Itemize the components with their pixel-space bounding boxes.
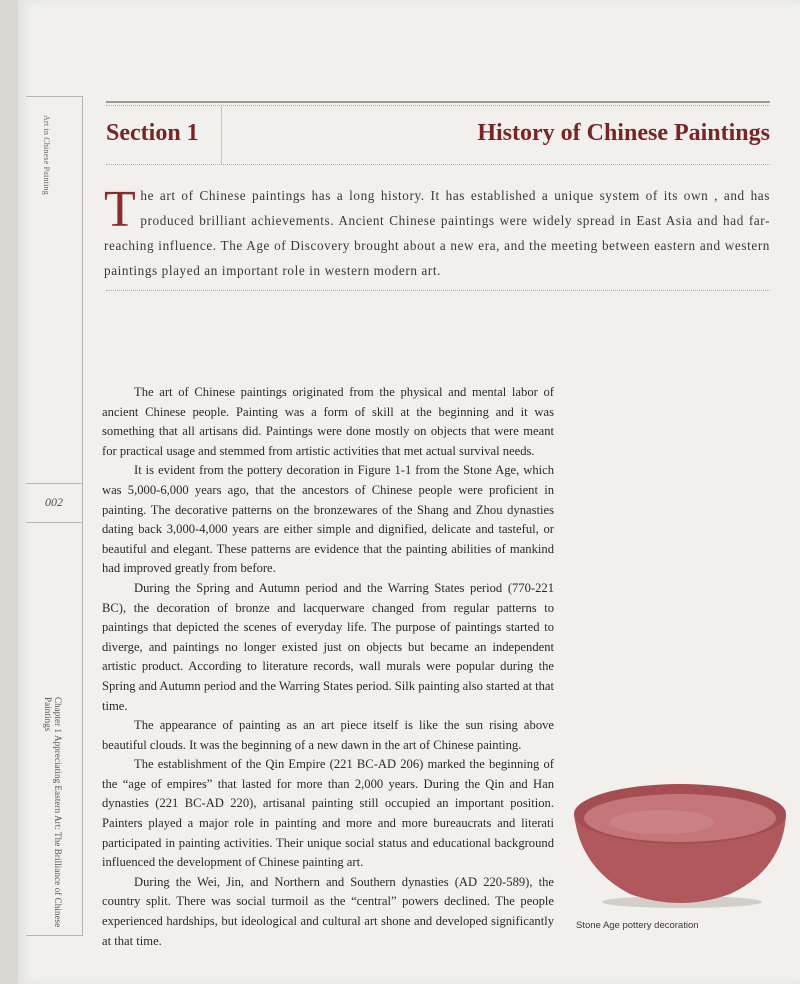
book-title-running-head: Art in Chinese Painting: [42, 115, 51, 195]
figure-caption: Stone Age pottery decoration: [576, 920, 699, 931]
section-title: History of Chinese Paintings: [477, 120, 770, 146]
page-number: 002: [45, 495, 63, 509]
rail-divider: [26, 522, 82, 523]
body-paragraph: The art of Chinese paintings originated from the physical and mental labor of ancient Chinese people. Painting was a form of skill at the beginning and it was something that all artisans did. Paintings were done mostly on objects that were meant for practical usage and stemmed from artistic activities that met actual survival needs.: [102, 385, 554, 458]
body-text: [102, 383, 554, 951]
body-paragraph: The establishment of the Qin Empire (221 BC-AD 206) marked the beginning of the “age of empires” that lasted for more than 2,000 years. During the Qin and Han dynasties (221 BC-AD 220), artisanal painting still occupied an important position. Painters played a major role in painting and more and more bureaucrats and literati participated in painting activities. Their unique social status and educational background influenced the development of Chinese painting art.: [102, 757, 554, 870]
rail-divider: [26, 483, 82, 484]
margin-rail: [26, 96, 83, 936]
body-paragraph: The appearance of painting as an art piece itself is like the sun rising above beautiful clouds. It was the beginning of a new dawn in the art of Chinese painting.: [102, 718, 554, 752]
body-paragraph: During the Wei, Jin, and Northern and Southern dynasties (AD 220-589), the country split. There was social turmoil as the “central” powers declined. The people experienced hardships, but ideological and cultural art shone and developed significantly at that time.: [102, 874, 554, 948]
body-paragraph: It is evident from the pottery decoration in Figure 1-1 from the Stone Age, which was 5,000-6,000 years ago, that the ancestors of Chinese people were proficient in painting. The decorative patterns on the bronzewares of the Shang and Zhou dynasties dating back 3,000-4,000 years are either simple and dignified, delicate and tasteful, or beautiful and elegant. These patterns are evidence that the painting abilities of mankind had improved greatly from before.: [102, 463, 554, 576]
chapter-running-head: Chapter 1 Appreciating Eastern Art: The Brilliance of Chinese Paintings: [43, 697, 63, 928]
page: [18, 0, 800, 984]
pottery-bowl-image: [570, 778, 790, 910]
intro-paragraph: [104, 183, 770, 283]
bowl-highlight: [610, 810, 714, 834]
drop-cap: T: [104, 181, 137, 238]
intro-rule: [106, 290, 770, 291]
section-label: Section 1: [106, 120, 199, 146]
body-paragraph: During the Spring and Autumn period and the Warring States period (770-221 BC), the decoration of bronze and lacquerware changed from regular patterns to paintings that depicted the scenes of everyday life. The purpose of paintings started to diverge, and paintings no longer existed just on objects but became an independent artistic product. According to literature records, wall murals were popular during the Spring and Autumn period and the Warring States period. Silk painting also started at that time.: [102, 580, 554, 713]
header-divider: [221, 106, 222, 164]
intro-text: he art of Chinese paintings has a long history. It has established a unique system of its own , and has produced brilliant achievements. Ancient Chinese paintings were widely spread in East Asia and had far-reaching influence. The Age of Discovery brought about a new era, and the meeting between eastern and western paintings played an important role in western modern art.: [104, 188, 770, 278]
header-rule-dotted: [106, 105, 770, 106]
title-under-rule: [106, 164, 770, 165]
header-rule: [106, 101, 770, 103]
